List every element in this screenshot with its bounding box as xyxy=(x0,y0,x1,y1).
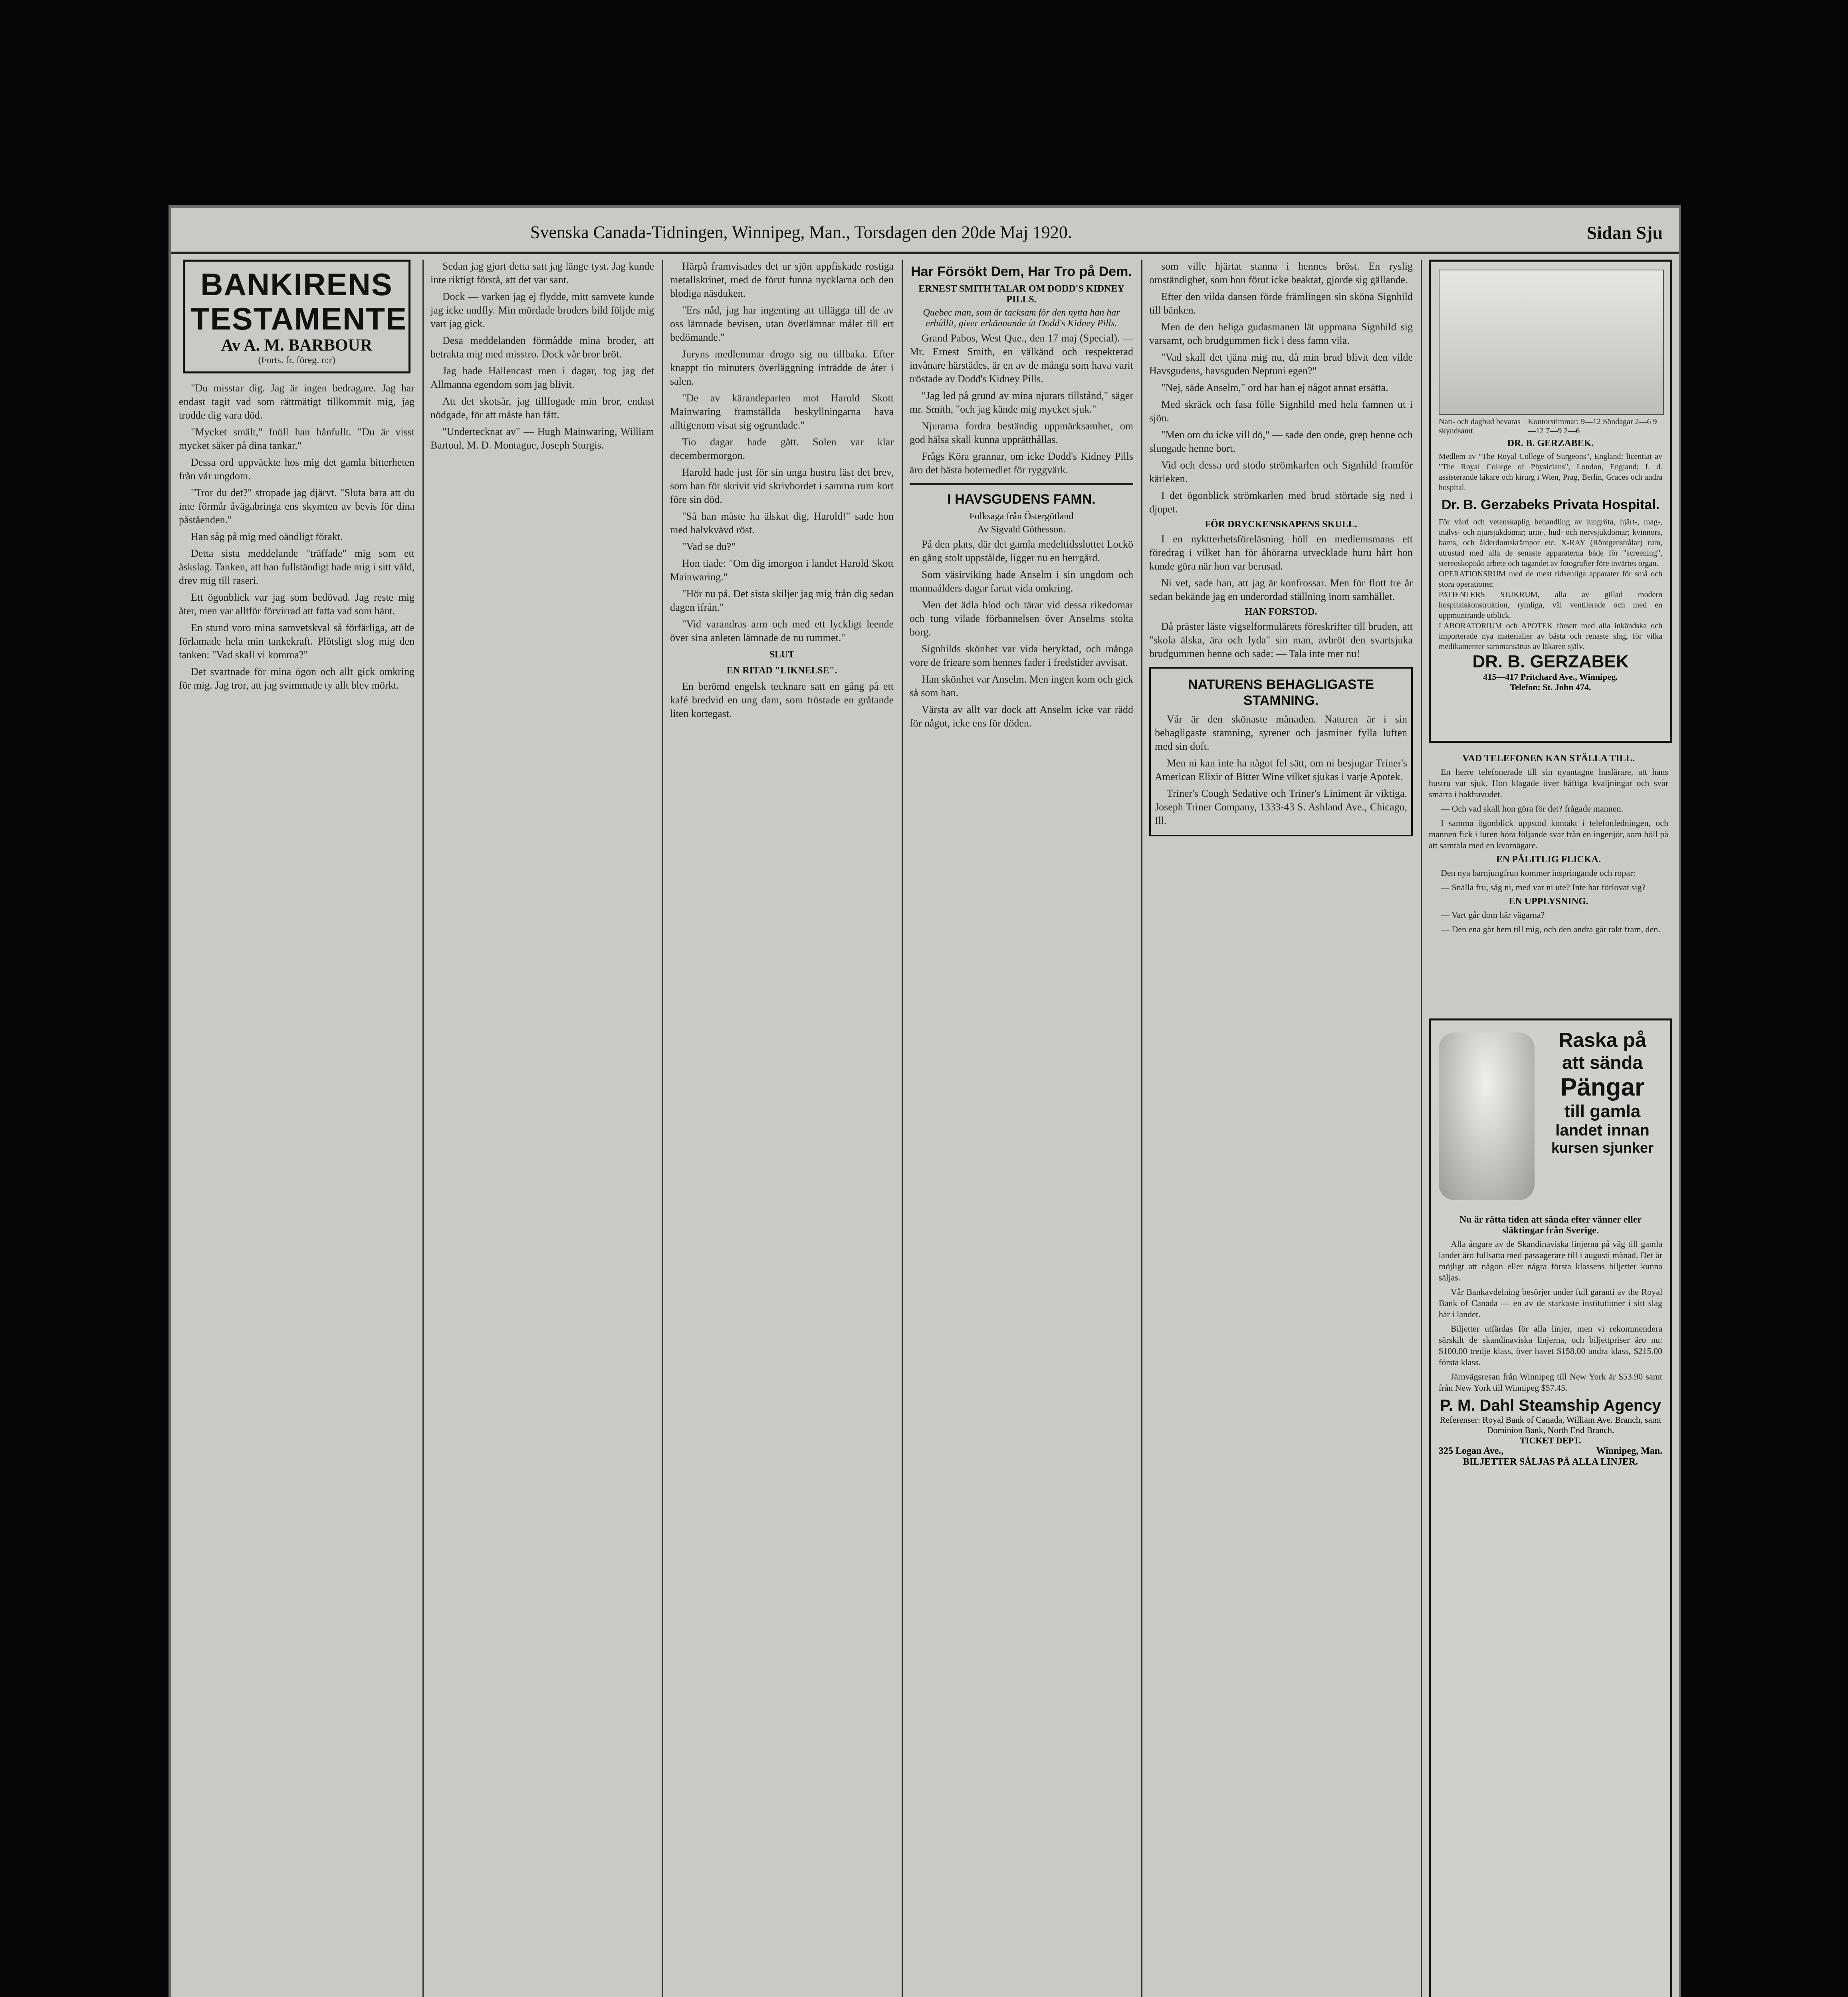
paragraph: En herre telefonerade till sin nyantagne huslärare, att hans hustru var sjuk. Hon klagade över häftiga kvaljningar och svår smärta i bakhuvudet. xyxy=(1429,767,1668,799)
paragraph: Tio dagar hade gått. Solen var klar decembermorgon. xyxy=(670,436,894,461)
paragraph: Men det ädla blod och tärar vid dessa rikedomar och tung vilade förbannelsen över Anselms stolta borg. xyxy=(910,599,1133,638)
paragraph: — Vart går dom här vägarna? xyxy=(1441,910,1545,920)
column-3 xyxy=(670,260,894,1997)
paragraph: Ett ögonblick var jag som bedövad. Jag reste mig åter, men var alltför förvirrad att fatta vad som hänt. xyxy=(179,592,414,617)
page-number: Sidan Sju xyxy=(1586,222,1663,243)
short-items xyxy=(1429,751,1668,938)
article-author: Av Sigvald Göthesson. xyxy=(977,524,1066,535)
pointing-man-illustration xyxy=(1439,1032,1535,1200)
section-body xyxy=(1149,620,1413,661)
paragraph: Dock — varken jag ej flydde, mitt samvete kunde jag icke undfly. Min mördade broders bild följde mig vart jag gick. xyxy=(430,291,654,330)
column-rule xyxy=(1421,260,1422,1997)
paragraph: "Nej, säde Anselm," ord har han ej något annat ersätta. xyxy=(1161,382,1388,393)
slogan-line: Pängar xyxy=(1560,1074,1645,1101)
paragraph: Den nya barnjungfrun kommer inspringande och ropar: xyxy=(1441,868,1636,878)
doctor-name: DR. B. GERZABEK. xyxy=(1507,438,1594,449)
doctor-big-name: DR. B. GERZABEK xyxy=(1472,652,1629,671)
story-continued: (Forts. fr. föreg. n:r) xyxy=(258,355,335,365)
paragraph: Han skönhet var Anselm. Men ingen kom och gick så som han. xyxy=(910,673,1133,699)
paragraph: "Jag led på grund av mina njurars tillstånd," säger mr. Smith, "och jag kände mig mycket sjuk." xyxy=(910,390,1133,415)
column-6 xyxy=(1429,260,1672,1997)
paragraph: — Och vad skall hon göra för det? frågade mannen. xyxy=(1441,804,1623,814)
paragraph: — Den ena går hem till mig, och den andra går rakt fram, den. xyxy=(1441,924,1660,934)
article-body xyxy=(910,538,1133,730)
ad-body xyxy=(1155,713,1407,828)
paragraph: I samma ögonblick uppstod kontakt i telefonledningen, och mannen fick i luren höra följande svar från en ingenjör, som höll på att samtala med en kvarnägare. xyxy=(1429,818,1668,850)
paragraph: Harold hade just för sin unga hustru läst det brev, som han för skrivit vid skrivbordet i samma rum kort före sin död. xyxy=(670,466,894,505)
ad-body xyxy=(910,332,1133,477)
paragraph: Signhilds skönhet var vida beryktad, och många vore de frieare som hennes fader i fredstider avvisat. xyxy=(910,643,1133,668)
paragraph: Efter den vilda dansen förde främlingen sin sköna Signhild till bänken. xyxy=(1149,291,1413,316)
agency-city: Winnipeg, Man. xyxy=(1596,1446,1662,1456)
paragraph: Det svartnade för mina ögon och allt gick omkring för mig. Jag tror, att jag svimmade ty allt blev mörkt. xyxy=(179,666,414,691)
paragraph: "Vad skall det tjäna mig nu, då min brud blivit den vilde Havsgudens, havsguden Neptuni egen?" xyxy=(1149,351,1413,377)
paragraph: Alla ångare av de Skandinaviska linjerna på väg till gamla landet äro fullsatta med passagerare till i augusti månad. Det är möjligt att någon eller några första klassens biljetter kunna säljas. xyxy=(1439,1239,1662,1282)
paragraph: Ni vet, sade han, att jag är konfrossar. Men för flott tre år sedan bekände jag en underordad ställning inom samhället. xyxy=(1149,577,1413,602)
paragraph: "Så han måste ha älskat dig, Harold!" sade hon med halvkvävd röst. xyxy=(670,510,894,536)
laboratory: LABORATORIUM och APOTEK försett med alla inkändska och importerade nya materialier av bästa och renaste slag, för vilka medikamenter sammansättas av läkaren själv. xyxy=(1439,621,1662,651)
paragraph: På den plats, där det gamla medeltidsslottet Lockö en gång stolt uppstålde, ligger nu en herrgård. xyxy=(910,538,1133,564)
paragraph: Sedan jag gjort detta satt jag länge tyst. Jag kunde inte riktigt förstå, att det var sant. xyxy=(430,260,654,286)
office-hours: Kontorstimmar: 9—12 Söndagar 2—6 9—12 7—9 2—6 xyxy=(1528,417,1657,435)
divider xyxy=(910,483,1133,485)
hospital-phone: Telefon: St. John 474. xyxy=(1510,682,1591,692)
paragraph: "Du misstar dig. Jag är ingen bedragare. Jag har endast tagit vad som rättmätigt tillkommit mig, jag trodde dig vara död. xyxy=(179,382,414,421)
slogan-line: att sända xyxy=(1562,1052,1643,1073)
paragraph: Härpå framvisades det ur sjön uppfiskade rostiga metallskrinet, med de förut funna nycklarna och den blodiga näsduken. xyxy=(670,260,894,299)
paragraph: Då präster läste vigselformulärets föreskrifter till bruden, att "skola älska, ära och lyda" sin man, avbröt den svartsjuka brudgummen henne och sade: — Tala inte mer nu! xyxy=(1149,621,1413,659)
column-4 xyxy=(910,260,1133,1997)
paragraph: Vid och dessa ord stodo strömkarlen och Signhild framför kärleken. xyxy=(1149,459,1413,484)
paragraph: Frågs Köra grannar, om icke Dodd's Kidney Pills äro det bästa botemedlet för ryggvärk. xyxy=(910,451,1133,476)
paragraph: "Hör nu på. Det sista skiljer jag mig från dig sedan dagen ifrån." xyxy=(670,588,894,613)
hospital-title: Dr. B. Gerzabeks Privata Hospital. xyxy=(1441,497,1660,512)
section-body xyxy=(1149,532,1413,603)
column-5 xyxy=(1149,260,1413,1997)
ad-slogan xyxy=(1539,1028,1666,1156)
story-end-mark: SLUT xyxy=(769,649,795,660)
ticket-dept: TICKET DEPT. xyxy=(1520,1435,1581,1445)
paragraph: "Undertecknat av" — Hugh Mainwaring, William Bartoul, M. D. Montague, Joseph Sturgis. xyxy=(430,426,654,451)
slogan-line: landet innan xyxy=(1555,1122,1650,1139)
hospital-ad xyxy=(1429,260,1672,743)
paragraph: I en nyktterhetsföreläsning höll en medlemsmans ett föredrag i vilket han för åhörarna utvecklade huru hårt hon kunde göra när hon var berusad. xyxy=(1149,533,1413,572)
paragraph: Vår Bankavdelning besörjer under full garanti av the Royal Bank of Canada — en av de starkaste institutioner i sitt slag här i landet. xyxy=(1439,1287,1662,1319)
paragraph: Vår är den skönaste månaden. Naturen är i sin behagligaste stamning, syrener och jasminer fylla luften med sin doft. xyxy=(1155,713,1407,752)
paragraph: Men ni kan inte ha något fel sätt, om ni besjugar Triner's American Elixir of Bitter Wine vilket sjukas i varje Apotek. xyxy=(1155,757,1407,782)
column-1 xyxy=(179,260,414,1997)
masthead xyxy=(171,208,1679,254)
masthead-title: Svenska Canada-Tidningen, Winnipeg, Man., Torsdagen den 20de Maj 1920. xyxy=(530,222,1072,242)
paragraph: En stund voro mina samvetskval så förfärliga, att de förlamade hela min tankekraft. Plötsligt slog mig den tanken: "Vad skall vi komma?" xyxy=(179,622,414,661)
hospital-address: 415—417 Pritchard Ave., Winnipeg. xyxy=(1483,672,1618,682)
newspaper-page xyxy=(171,208,1679,1997)
agency-address: 325 Logan Ave., xyxy=(1439,1446,1504,1456)
article-heading: EN RITAD "LIKNELSE". xyxy=(726,665,837,676)
column-rule xyxy=(422,260,424,1997)
steamship-ad xyxy=(1429,1018,1672,1997)
item-heading: EN PÅLITLIG FLICKA. xyxy=(1496,854,1601,865)
slogan-line: till gamla xyxy=(1564,1102,1641,1121)
operation-room: OPERATIONSRUM med de mest tidsenliga apparater för små och stora operationer. xyxy=(1439,570,1662,589)
paragraph: Järnvägsresan från Winnipeg till New York är $53.90 samt från New York till Winnipeg $57.45. xyxy=(1439,1372,1662,1393)
hospital-body: För vård och vetenskaplig behandling av lungröta, hjärt-, mag-, inälvs- och njursjukdomar; urin-, hud- och nervsjukdomar; kvinnors, barns, och ålderdomskrämpor etc. X-RAY (Röntgenstrålar) rum, utrustad med alla de senaste apparaterna både för "screening", stereoskopiskt arbete och tagandet av fotografier före invärtes organ. xyxy=(1439,518,1662,568)
story-title: BANKIRENS TESTAMENTE xyxy=(190,267,407,336)
paragraph: "Ers nåd, jag har ingenting att tillägga till de av oss lämnade bevisen, utan överlämnar målet till ert bedömande." xyxy=(670,304,894,343)
ad-subhead: Nu är rätta tiden att sända efter vänner eller släktingar från Sverige. xyxy=(1459,1215,1642,1236)
paragraph: Att det skotsår, jag tillfogade min bror, endast nödgade, för att måste han fått. xyxy=(430,395,654,421)
paragraph: "Tror du det?" stropade jag djärvt. "Sluta bara att du inte förmår åvägabringa ens skymten av bevis för dina påståenden." xyxy=(179,487,414,526)
ad-headline: Har Försökt Dem, Har Tro på Dem. xyxy=(911,264,1132,279)
item-heading: VAD TELEFONEN KAN STÄLLA TILL. xyxy=(1462,753,1635,764)
column-2 xyxy=(430,260,654,1997)
column-rule xyxy=(662,260,663,1997)
paragraph: I det ögonblick strömkarlen med brud störtade sig ned i djupet. xyxy=(1149,490,1413,515)
story-body-end xyxy=(670,260,894,721)
hospital-building-image xyxy=(1439,270,1664,415)
ad-lead: Quebec man, som är tacksam för den nytta han har erhållit, giver erkännande åt Dodd's Kidney Pills. xyxy=(923,308,1120,329)
article-body-continued xyxy=(1149,260,1413,516)
paragraph: Njurarna fordra beständig uppmärksamhet, om god hälsa skall kunna upprätthållas. xyxy=(910,420,1133,445)
patient-rooms: PATIENTERS SJUKRUM, alla av gillad modern hospitalskonstruktion, rymliga, väl ventilerade och med en uppmuntrande utblick. xyxy=(1439,590,1662,620)
ad-box-triner xyxy=(1149,667,1413,836)
section-heading: FÖR DRYCKENSKAPENS SKULL. xyxy=(1205,519,1357,530)
paragraph: Som väsirviking hade Anselm i sin ungdom och mannaålders dagar fartat vida omkring. xyxy=(910,569,1133,594)
paragraph: Detta sista meddelande "träffade" mig som ett åskslag. Tanken, att han fullständigt hade mig i sitt våld, drev mig till raseri. xyxy=(179,548,414,586)
column-rule xyxy=(1141,260,1142,1997)
ad-footer: BILJETTER SÄLJAS PÅ ALLA LINJER. xyxy=(1463,1457,1638,1467)
paragraph: Desa meddelanden förmådde mina broder, att betrakta mig med misstro. Dock vår bror bröt. xyxy=(430,335,654,360)
paragraph: "Mycket smält," fnöll han hånfullt. "Du är visst mycket säker på dina tankar." xyxy=(179,426,414,451)
ad-headline: NATURENS BEHAGLIGASTE STAMNING. xyxy=(1188,677,1374,708)
slogan-line: Raska på xyxy=(1559,1029,1646,1051)
slogan-line: kursen sjunker xyxy=(1551,1139,1654,1156)
paragraph: Hon tiade: "Om dig imorgon i landet Harold Skott Mainwaring." xyxy=(670,558,894,583)
ad-subheadline: ERNEST SMITH TALAR OM DODD'S KIDNEY PILLS. xyxy=(918,284,1124,305)
paragraph: Triner's Cough Sedative och Triner's Liniment är viktiga. Joseph Triner Company, 1333-43 S. Ashland Ave., Chicago, Ill. xyxy=(1155,788,1407,826)
agency-references: Referenser: Royal Bank of Canada, William Ave. Branch, samt Dominion Bank, North End Branch. xyxy=(1440,1415,1662,1435)
story-body xyxy=(179,381,414,692)
item-heading: EN UPPLYSNING. xyxy=(1509,896,1588,907)
paragraph: Men de den heliga gudasmanen lät uppmana Signhild sig varsamt, och brudgummen fick i dess famn vila. xyxy=(1149,321,1413,346)
paragraph: Med skräck och fasa fölle Signhild med hela famnen ut i sjön. xyxy=(1149,399,1413,424)
paragraph: "Vid varandras arm och med ett lyckligt leende över sina anleten lämnade de nu rummet." xyxy=(670,618,894,643)
paragraph: Dessa ord uppväckte hos mig det gamla bitterheten från vår ungdom. xyxy=(179,457,414,482)
story-header xyxy=(183,260,410,373)
paragraph: Han såg på mig med oändligt förakt. xyxy=(191,531,343,542)
story-body-continued xyxy=(430,260,654,452)
section-heading: HAN FORSTOD. xyxy=(1245,607,1317,617)
paragraph: som ville hjärtat stanna i hennes bröst. En ryslig omständighet, som hon förut icke beaktat, gjorde sig gällande. xyxy=(1149,260,1413,286)
doctor-credentials: Medlem av "The Royal College of Surgeons", England; licentiat av "The Royal College of Physicians", London, England; f. d. assisterande läkare och kirurg i Wien, Prag, Berlin, Graces och andra hospital. xyxy=(1439,452,1662,492)
paragraph: Jag hade Hallencast men i dagar, tog jag det Allmanna egendom som jag blivit. xyxy=(430,365,654,390)
column-rule xyxy=(902,260,903,1997)
paragraph: Värsta av allt var dock att Anselm icke var rädd för något, icke ens för döden. xyxy=(910,704,1133,729)
story-byline: Av A. M. BARBOUR xyxy=(221,336,373,355)
paragraph: — Snälla fru, såg ni, med var ni ute? Inte har förlovat sig? xyxy=(1441,882,1646,892)
paragraph: "De av kärandeparten mot Harold Skott Mainwaring framställda beskyllningarna hava alltigenom visat sig ogrundade." xyxy=(670,392,894,431)
paragraph: Juryns medlemmar drogo sig nu tillbaka. Efter knappt tio minuters överläggning inträdde de åter i salen. xyxy=(670,348,894,387)
paragraph: "Men om du icke vill dö," — sade den onde, grep henne och slungade henne bort. xyxy=(1149,429,1413,454)
paragraph: En berömd engelsk tecknare satt en gång på ett kafé bredvid en ung dam, som tröstade en gråtande liten kortegast. xyxy=(670,681,894,719)
paragraph: Grand Pabos, West Que., den 17 maj (Special). — Mr. Ernest Smith, en välkänd och respekterad invånare härstädes, är en av de många som hava varit tröstade av Dodd's Kidney Pills. xyxy=(910,332,1133,385)
agency-name: P. M. Dahl Steamship Agency xyxy=(1440,1397,1661,1414)
paragraph: "Vad se du?" xyxy=(682,541,736,552)
paragraph: Biljetter utfärdas för alla linjer, men vi rekommendera särskilt de skandinaviska linjerna, och biljettpriser äro nu: $100.00 tredje klass, över havet $158.00 andra klass, $215.00 första klass. xyxy=(1439,1324,1662,1367)
article-title: I HAVSGUDENS FAMN. xyxy=(947,492,1096,507)
article-subtitle: Folksaga från Östergötland xyxy=(969,511,1074,522)
night-service: Natt- och dagbud bevaras skyndsamt. xyxy=(1439,417,1521,435)
